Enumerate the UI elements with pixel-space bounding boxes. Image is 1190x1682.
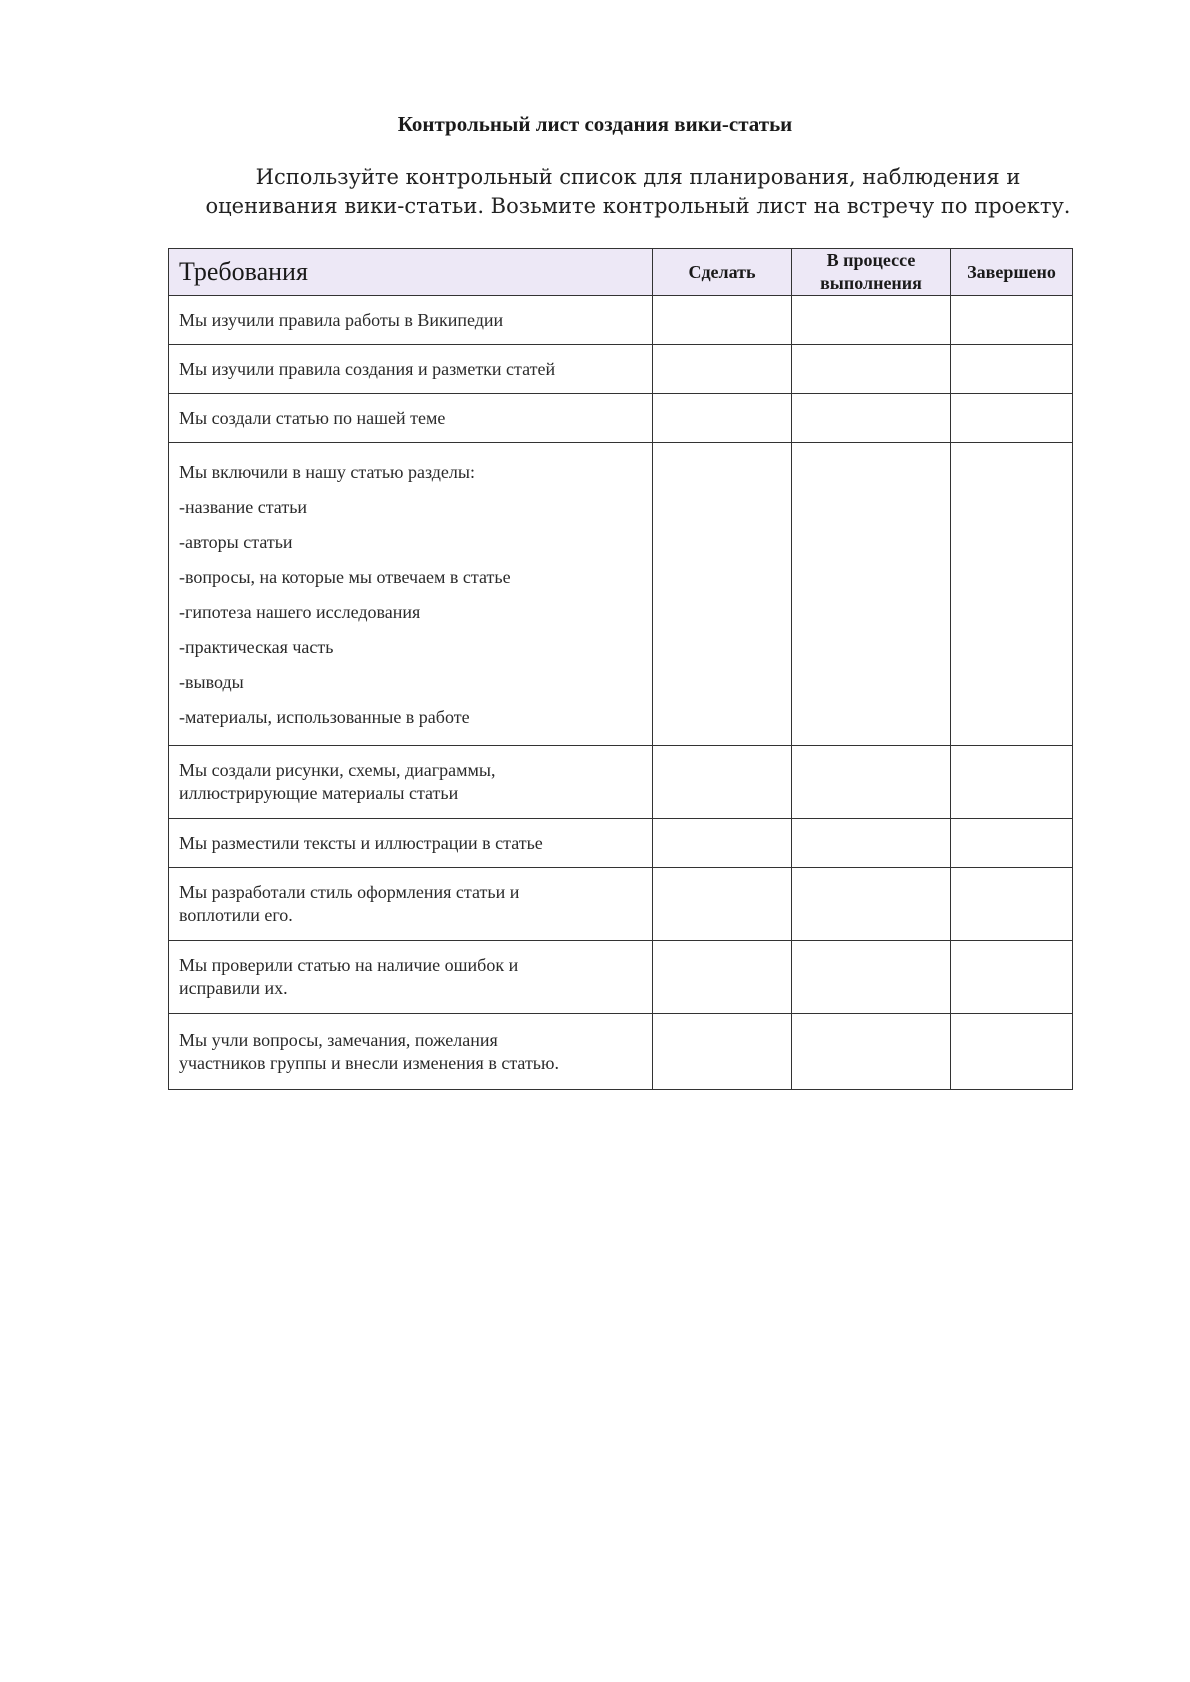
requirement-text: -гипотеза нашего исследования xyxy=(179,602,421,622)
status-cell-done[interactable] xyxy=(951,941,1073,1014)
requirement-cell xyxy=(169,296,653,345)
page-title: Контрольный лист создания вики-статьи xyxy=(397,112,793,136)
table-row xyxy=(169,868,1073,941)
status-cell-todo[interactable] xyxy=(653,868,792,941)
status-cell-todo[interactable] xyxy=(653,941,792,1014)
status-cell-in-progress[interactable] xyxy=(792,746,951,819)
table-row xyxy=(169,941,1073,1014)
requirement-text: -авторы статьи xyxy=(179,532,293,552)
header-done: Завершено xyxy=(951,249,1073,296)
checklist-table xyxy=(168,248,1073,1090)
status-cell-done[interactable] xyxy=(951,868,1073,941)
intro-text: Используйте контрольный список для планирования, наблюдения и оценивания вики-статьи. Возьмите контрольный лист на встречу по проекту. xyxy=(205,165,1071,218)
requirement-text: иллюстрирующие материалы статьи xyxy=(179,783,459,803)
status-cell-todo[interactable] xyxy=(653,345,792,394)
requirement-text: -материалы, использованные в работе xyxy=(179,707,470,727)
table-row xyxy=(169,296,1073,345)
status-cell-in-progress[interactable] xyxy=(792,296,951,345)
status-cell-done[interactable] xyxy=(951,746,1073,819)
requirement-cell xyxy=(169,746,653,819)
table-row xyxy=(169,443,1073,746)
status-cell-in-progress[interactable] xyxy=(792,1014,951,1090)
status-cell-in-progress[interactable] xyxy=(792,819,951,868)
checklist-body xyxy=(169,296,1073,1090)
header-todo: Сделать xyxy=(653,249,792,296)
requirement-text: Мы учли вопросы, замечания, пожелания xyxy=(179,1029,498,1050)
requirement-text: Мы разработали стиль оформления статьи и xyxy=(179,882,520,902)
status-cell-in-progress[interactable] xyxy=(792,941,951,1014)
table-row xyxy=(169,1014,1073,1090)
requirement-text: -вопросы, на которые мы отвечаем в статье xyxy=(179,567,511,587)
table-row xyxy=(169,394,1073,443)
status-cell-todo[interactable] xyxy=(653,443,792,746)
requirement-text: исправили их. xyxy=(179,978,288,998)
requirement-cell xyxy=(169,1014,653,1090)
requirement-text: -выводы xyxy=(179,672,244,692)
requirement-cell xyxy=(169,941,653,1014)
status-cell-todo[interactable] xyxy=(653,819,792,868)
requirement-text: воплотили его. xyxy=(179,905,293,925)
status-cell-done[interactable] xyxy=(951,345,1073,394)
status-cell-in-progress[interactable] xyxy=(792,868,951,941)
header-requirements: Требования xyxy=(169,249,653,296)
table-header-row xyxy=(169,249,1073,296)
status-cell-todo[interactable] xyxy=(653,746,792,819)
status-cell-todo[interactable] xyxy=(653,1014,792,1090)
requirement-text: Мы включили в нашу статью разделы: xyxy=(179,462,475,482)
requirement-cell xyxy=(169,443,653,746)
requirement-text: Мы проверили статью на наличие ошибок и xyxy=(179,955,519,975)
requirement-cell xyxy=(169,394,653,443)
requirement-cell xyxy=(169,868,653,941)
table-row xyxy=(169,819,1073,868)
status-cell-todo[interactable] xyxy=(653,296,792,345)
requirement-text: участников группы и внесли изменения в статью. xyxy=(179,1052,559,1073)
status-cell-done[interactable] xyxy=(951,819,1073,868)
requirement-text: Мы изучили правила работы в Википедии xyxy=(179,309,504,330)
requirement-text: Мы разместили тексты и иллюстрации в статье xyxy=(179,832,543,853)
status-cell-done[interactable] xyxy=(951,443,1073,746)
requirement-text: Мы изучили правила создания и разметки статей xyxy=(179,358,556,379)
requirement-text: -практическая часть xyxy=(179,637,334,657)
requirement-text: -название статьи xyxy=(179,497,308,517)
status-cell-in-progress[interactable] xyxy=(792,394,951,443)
requirement-cell xyxy=(169,345,653,394)
status-cell-done[interactable] xyxy=(951,296,1073,345)
table-row xyxy=(169,345,1073,394)
status-cell-in-progress[interactable] xyxy=(792,443,951,746)
requirement-text: Мы создали статью по нашей теме xyxy=(179,407,446,428)
table-row xyxy=(169,746,1073,819)
status-cell-in-progress[interactable] xyxy=(792,345,951,394)
status-cell-todo[interactable] xyxy=(653,394,792,443)
requirement-text: Мы создали рисунки, схемы, диаграммы, xyxy=(179,760,496,780)
header-in-progress: В процессе выполнения xyxy=(792,249,951,296)
status-cell-done[interactable] xyxy=(951,1014,1073,1090)
status-cell-done[interactable] xyxy=(951,394,1073,443)
requirement-cell xyxy=(169,819,653,868)
